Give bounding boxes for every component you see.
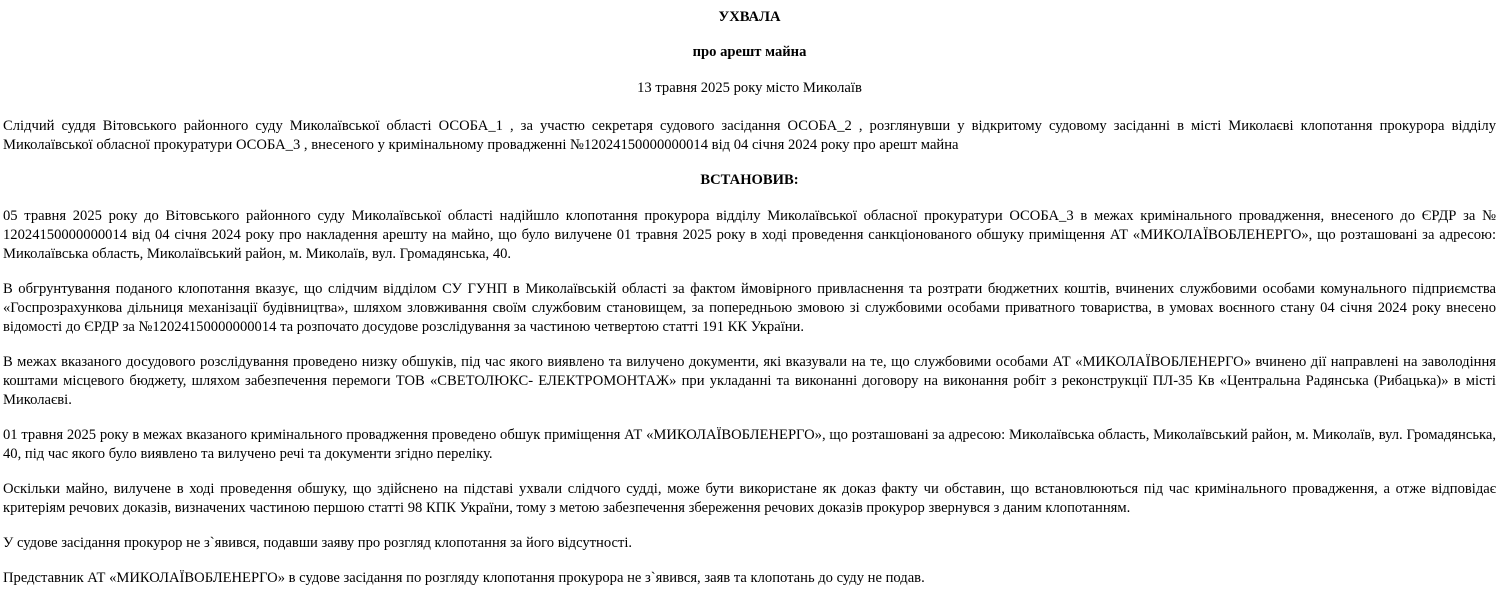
section-heading: ВСТАНОВИВ:	[700, 172, 799, 188]
body-paragraph: В межах вказаного досудового розслідування проведено низку обшуків, під час якого виявлено та вилучено документи, які вказували на те, що службовими особами АТ «МИКОЛАЇВОБЛЕНЕРГО» вчинено дії направлені на заволодіння коштами місцевого бюджету, шляхом забезпечення перемоги ТОВ «СВЕТОЛЮКС- ЕЛЕКТРОМОНТАЖ» при укладанні та виконанні договору на виконання робіт з реконструкції ПЛ-35 Кв «Центральна Радянська (Рибацька)» в місті Миколаєві.	[3, 354, 1496, 408]
body-paragraph: Оскільки майно, вилучене в ході проведення обшуку, що здійснено на підставі ухвали слідчого судді, може бути використане як доказ факту чи обставин, що встановлюються під час кримінального провадження, а отже відповідає критеріям речових доказів, визначених частиною першою статті 98 КПК України, тому з метою забезпечення збереження речових доказів прокурор звернувся з даним клопотанням.	[3, 481, 1496, 516]
body-paragraph: 05 травня 2025 року до Вітовського районного суду Миколаївської області надійшло клопотання прокурора відділу Миколаївської обласної прокуратури ОСОБА_3 в межах кримінального провадження, внесеного до ЄРДР за № 12024150000000014 від 04 січня 2024 року про накладення арешту на майно, що було вилучене 01 травня 2025 року в ході проведення санкціонованого обшуку приміщення АТ «МИКОЛАЇВОБЛЕНЕРГО», що розташовані за адресою: Миколаївська область, Миколаївський район, м. Миколаїв, вул. Громадянська, 40.	[3, 208, 1496, 262]
body-paragraph: 01 травня 2025 року в межах вказаного кримінального провадження проведено обшук приміщення АТ «МИКОЛАЇВОБЛЕНЕРГО», що розташовані за адресою: Миколаївська область, Миколаївський район, м. Миколаїв, вул. Громадянська, 40, під час якого було виявлено та вилучено речі та документи згідно переліку.	[3, 427, 1496, 462]
date-place-line: 13 травня 2025 року місто Миколаїв	[637, 80, 862, 96]
document-subtitle: про арешт майна	[692, 44, 807, 60]
body-paragraph: Представник АТ «МИКОЛАЇВОБЛЕНЕРГО» в судове засідання по розгляду клопотання прокурора не з`явився, заяв та клопотань до суду не подав.	[3, 570, 925, 586]
intro-paragraph: Слідчий суддя Вітовського районного суду Миколаївської області ОСОБА_1 , за участю секретаря судового засідання ОСОБА_2 , розглянувши у відкритому судовому засіданні в місті Миколаєві клопотання прокурора відділу Миколаївської обласної прокуратури ОСОБА_3 , внесеного у кримінальному провадженні №12024150000000014 від 04 січня 2024 року про арешт майна	[3, 118, 1496, 153]
document-title: УХВАЛА	[718, 9, 781, 25]
body-paragraph: У судове засідання прокурор не з`явився, подавши заяву про розгляд клопотання за його відсутності.	[3, 535, 633, 551]
body-paragraph: В обгрунтування поданого клопотання вказує, що слідчим відділом СУ ГУНП в Миколаївській області за фактом ймовірного привласнення та розтрати бюджетних коштів, вчинених службовими особами комунального підприємства «Госпрозрахункова дільниця механізації будівництва», шляхом зловживання своїм службовим становищем, за попередньою змовою зі службовими особами приватного товариства, в умовах воєнного стану 04 січня 2024 року внесено відомості до ЄРДР за №12024150000000014 та розпочато досудове розслідування за частиною четвертою статті 191 КК України.	[3, 281, 1496, 335]
